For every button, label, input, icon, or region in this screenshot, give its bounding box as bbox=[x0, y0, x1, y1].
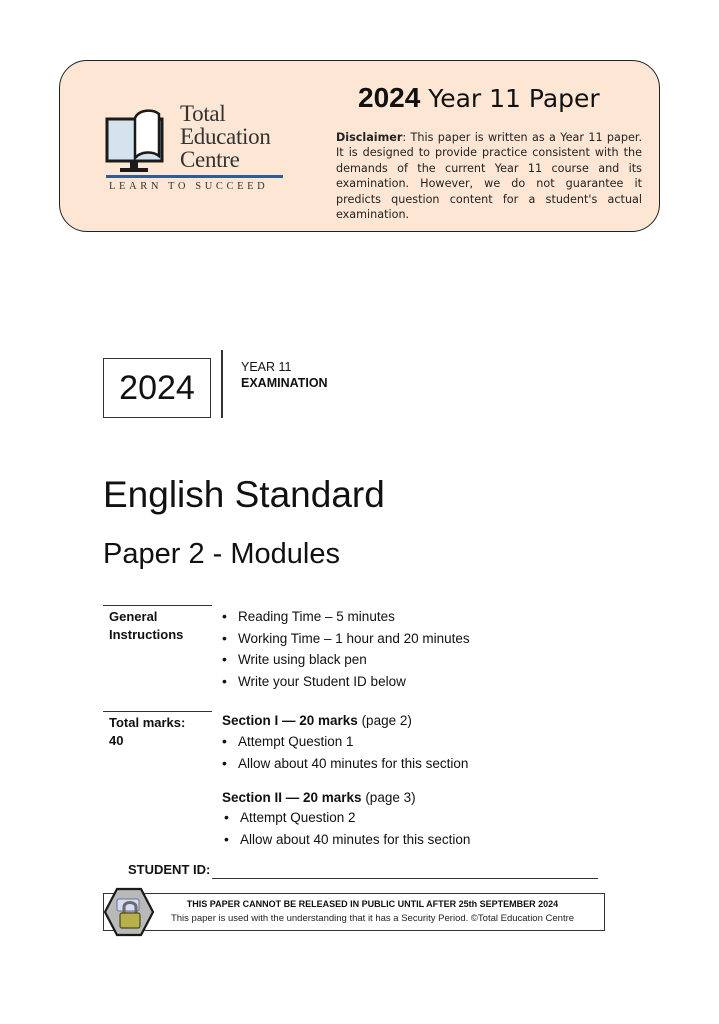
paper-subtitle: Paper 2 - Modules bbox=[103, 538, 340, 570]
section-1-title: Section I — 20 marks bbox=[222, 713, 358, 728]
exam-type: EXAMINATION bbox=[241, 376, 328, 390]
total-marks-label bbox=[109, 714, 185, 750]
disclaimer-text: : This paper is written as a Year 11 paper. It is designed to provide practice consistent with the demands of the current Year 11 course and its examination. However, we do not guarantee it predicts question content for a student's actual examination. bbox=[336, 131, 642, 222]
general-label-line-2: Instructions bbox=[109, 627, 184, 642]
padlock-icon bbox=[104, 887, 154, 937]
list-item: • Allow about 40 minutes for this section bbox=[222, 753, 468, 775]
vertical-divider bbox=[221, 350, 223, 418]
list-item: • Attempt Question 1 bbox=[222, 731, 468, 753]
list-item: • Working Time – 1 hour and 20 minutes bbox=[222, 628, 470, 650]
total-marks-text: Total marks: bbox=[109, 715, 186, 730]
section-2-list bbox=[224, 807, 470, 850]
section-1-heading bbox=[222, 713, 412, 728]
logo-line-3: Centre bbox=[180, 147, 240, 172]
disclaimer-label: Disclaimer bbox=[336, 131, 403, 144]
exam-level: YEAR 11 bbox=[241, 360, 292, 374]
exam-year-box: 2024 bbox=[103, 358, 211, 418]
total-marks-value: 40 bbox=[109, 733, 124, 748]
logo-divider bbox=[106, 175, 283, 178]
section-1-list bbox=[222, 731, 468, 774]
security-notice-text: This paper is used with the understanding that it has a Security Period. ©Total Education Centre bbox=[170, 913, 575, 924]
logo-line-1: Total bbox=[180, 101, 226, 126]
instructions-divider bbox=[103, 605, 212, 606]
section-2-page: (page 3) bbox=[361, 790, 416, 805]
student-id-field[interactable] bbox=[212, 878, 598, 879]
logo-tagline: LEARN TO SUCCEED bbox=[109, 181, 269, 192]
book-monitor-icon bbox=[103, 106, 173, 176]
section-1-page: (page 2) bbox=[357, 713, 412, 728]
security-notice-title: THIS PAPER CANNOT BE RELEASED IN PUBLIC UNTIL AFTER 25th SEPTEMBER 2024 bbox=[186, 899, 559, 909]
banner-title bbox=[358, 82, 600, 114]
list-item: • Write using black pen bbox=[222, 649, 470, 671]
logo-line-2: Education bbox=[180, 124, 271, 149]
general-instructions-label bbox=[109, 608, 183, 644]
disclaimer bbox=[336, 130, 642, 222]
section-2-heading bbox=[222, 790, 416, 805]
list-item: • Allow about 40 minutes for this section bbox=[224, 829, 470, 851]
general-instructions-list bbox=[222, 606, 470, 692]
section-2-title: Section II — 20 marks bbox=[222, 790, 362, 805]
list-item: • Write your Student ID below bbox=[222, 671, 470, 693]
list-item: • Attempt Question 2 bbox=[224, 807, 470, 829]
student-id-label: STUDENT ID: bbox=[128, 862, 211, 877]
banner-title-text: Year 11 Paper bbox=[420, 84, 600, 113]
banner-title-year: 2024 bbox=[358, 82, 421, 113]
general-label-line-1: General bbox=[109, 609, 158, 624]
logo bbox=[103, 101, 285, 196]
list-item: • Reading Time – 5 minutes bbox=[222, 606, 470, 628]
logo-wordmark bbox=[180, 102, 271, 171]
marks-divider bbox=[103, 711, 212, 712]
subject-title: English Standard bbox=[103, 474, 385, 515]
